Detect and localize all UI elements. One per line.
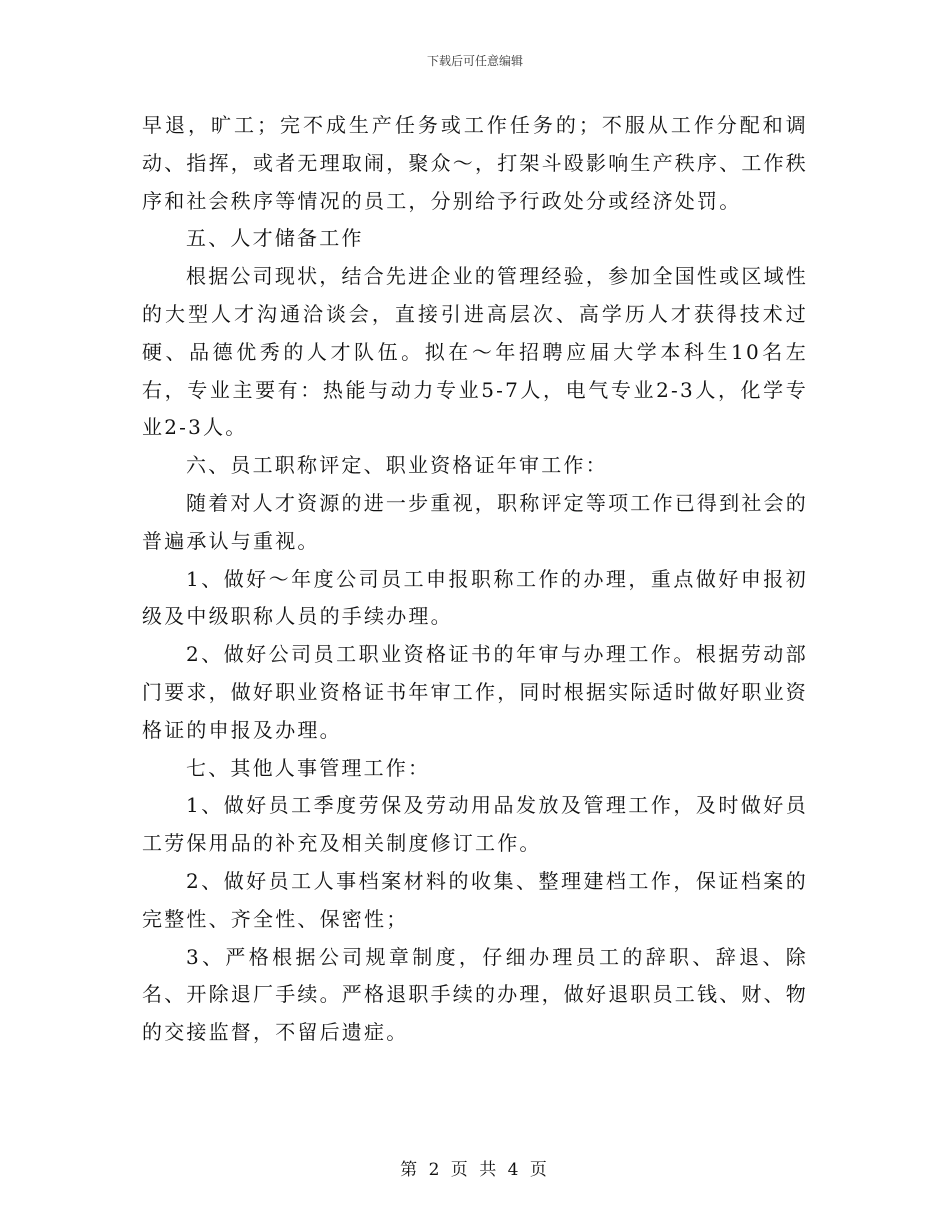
section-heading-title-evaluation: 六、员工职称评定、职业资格证年审工作： (186, 453, 608, 478)
paragraph-title-evaluation-item-1: 1、做好～年度公司员工申报职称工作的办理，重点做好申报初级及中级职称人员的手续办理。 (142, 566, 808, 629)
page-header: 下载后可任意编辑 (426, 54, 523, 68)
page-number-footer: 第 2 页 共 4 页 (400, 1160, 550, 1180)
paragraph-other-hr-item-2: 2、做好员工人事档案材料的收集、整理建档工作，保证档案的完整性、齐全性、保密性； (142, 868, 808, 931)
section-heading-other-hr: 七、其他人事管理工作： (186, 755, 431, 780)
paragraph-title-evaluation-item-2: 2、做好公司员工职业资格证书的年审与办理工作。根据劳动部门要求，做好职业资格证书年审工作，同时根据实际适时做好职业资格证的申报及办理。 (142, 642, 808, 742)
paragraph-title-evaluation-intro: 随着对人才资源的进一步重视，职称评定等项工作已得到社会的普遍承认与重视。 (142, 490, 808, 553)
section-heading-talent-reserve: 五、人才储备工作 (186, 226, 364, 251)
paragraph-continuation: 早退，旷工；完不成生产任务或工作任务的；不服从工作分配和调动、指挥，或者无理取闹，聚众～，打架斗殴影响生产秩序、工作秩序和社会秩序等情况的员工，分别给予行政处分或经济处罚。 (142, 113, 808, 213)
paragraph-other-hr-item-3: 3、严格根据公司规章制度，仔细办理员工的辞职、辞退、除名、开除退厂手续。严格退职手续的办理，做好退职员工钱、财、物的交接监督，不留后遗症。 (142, 944, 808, 1045)
paragraph-talent-reserve: 根据公司现状，结合先进企业的管理经验，参加全国性或区域性的大型人才沟通洽谈会，直接引进高层次、高学历人才获得技术过硬、品德优秀的人才队伍。拟在～年招聘应届大学本科生10名左右，专业主要有：热能与动力专业5-7人，电气专业2-3人，化学专业2-3人。 (142, 264, 808, 440)
paragraph-other-hr-item-1: 1、做好员工季度劳保及劳动用品发放及管理工作，及时做好员工劳保用品的补充及相关制度修订工作。 (142, 793, 808, 856)
document-body (142, 107, 808, 1052)
